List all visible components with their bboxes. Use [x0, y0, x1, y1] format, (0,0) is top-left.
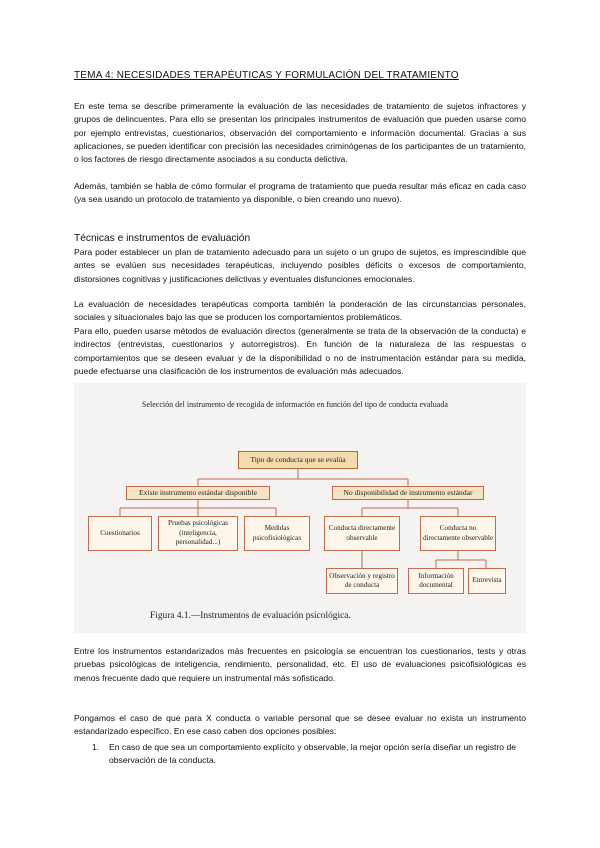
intro-paragraph-1: En este tema se describe primeramente la evaluación de las necesidades de tratamiento de sujetos infractores y grupos de delincuentes. Para ello se presentan los principales instrumentos de evaluación que pueden usarse como por ejemplo entrevistas, cuestionarios, observación del comportamiento e información documental. Gracias a sus aplicaciones, se pueden identificar con precisión las necesidades criminógenas de los participantes de un tratamiento, o los factores de riesgo directamente asociados a su conducta delictiva.: [74, 101, 526, 165]
leaf-documental: Información documental: [408, 568, 464, 594]
leaf-questionnaires: Cuestionarios: [88, 516, 152, 551]
node-conduct-not-observable: Conducta no directamente observable: [420, 516, 496, 551]
leaf-interview: Entrevista: [468, 568, 506, 594]
figure-caption: Figura 4.1.—Instrumentos de evaluación psicológica.: [150, 611, 351, 621]
diagram-connectors: [74, 383, 526, 633]
left-branch-node: Existe instrumento estándar disponible: [126, 486, 270, 500]
leaf-observation: Observación y registro de conducta: [326, 568, 398, 594]
section-heading: Técnicas e instrumentos de evaluación: [74, 233, 251, 244]
leaf-psychological-tests: Pruebas psicológicas (inteligencia, personalidad...): [158, 516, 238, 551]
figure-title: Selección del instrumento de recogida de información en función del tipo de conducta evaluada: [142, 400, 448, 409]
document-title: TEMA 4: NECESIDADES TERAPÉUTICAS Y FORMULACIÓN DEL TRATAMIENTO: [74, 70, 459, 81]
list-item-number: 1.: [92, 742, 100, 752]
root-node: Tipo de conducta que se evalúa: [238, 451, 358, 469]
section-paragraph-1: Para poder establecer un plan de tratamiento adecuado para un sujeto o un grupo de sujetos, es imprescindible que antes se evalúen sus necesidades terapéuticas, incluyendo posibles déficits o excesos de comportamiento, distorsiones cognitivas y justificaciones delictivas y eventuales disfunciones emocionales.: [74, 247, 526, 284]
right-branch-node: No disponibilidad de instrumento estándar: [332, 486, 484, 500]
node-conduct-observable: Conducta directamente observable: [324, 516, 400, 551]
after-paragraph-1: Entre los instrumentos estandarizados más frecuentes en psicología se encuentran los cuestionarios, tests y otras pruebas psicológicas de inteligencia, rendimiento, personalidad, etc. El uso de evaluaciones psicofisiológicas es menos frecuente dado que requiere un instrumental más sofisticado.: [74, 646, 526, 683]
after-paragraph-2: Pongamos el caso de que para X conducta o variable personal que se desee evaluar no exista un instrumento estandarizado específico. En ese caso caben dos opciones posibles:: [74, 713, 526, 737]
intro-paragraph-2: Además, también se habla de cómo formular el programa de tratamiento que pueda resultar más eficaz en cada caso (ya sea usando un protocolo de tratamiento ya disponible, o bien creando uno nuevo).: [74, 181, 526, 205]
figure-instruments-diagram: [74, 383, 526, 633]
section-paragraph-3: Para ello, pueden usarse métodos de evaluación directos (generalmente se trata de la observación de la conducta) e indirectos (entrevistas, cuestionarios y autorregistros). En función de la naturaleza de las respuestas o comportamientos que se deseen evaluar y de la disponibilidad o no de instrumentación estándar para su medida, puede efectuarse una clasificación de los instrumentos de evaluación más adecuados.: [74, 326, 526, 376]
list-item-text: En caso de que sea un comportamiento explícito y observable, la mejor opción sería diseñar un registro de observación de la conducta.: [109, 742, 516, 766]
leaf-psychophysiological: Medidas psicofisiológicas: [244, 516, 310, 551]
section-paragraph-2: La evaluación de necesidades terapéuticas comporta también la ponderación de las circunstancias personales, sociales y situacionales bajo las que se producen los comportamientos problemáticos.: [74, 299, 526, 323]
